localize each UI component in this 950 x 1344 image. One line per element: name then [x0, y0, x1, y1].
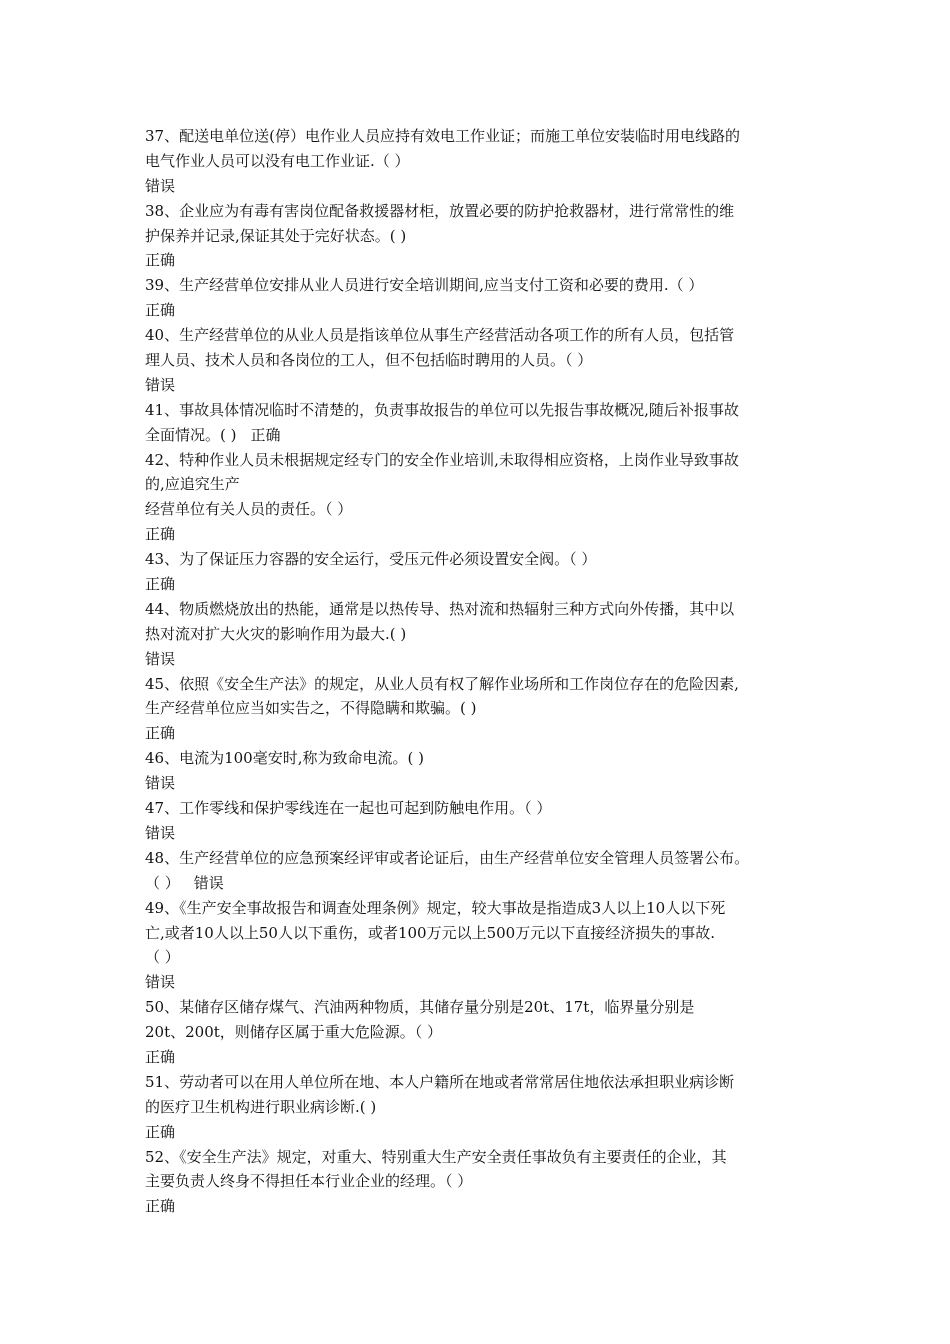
- question-text: 49、《生产安全事故报告和调查处理条例》规定，较大事故是指造成3人以上10人以下死: [145, 898, 726, 917]
- question-text: 热对流对扩大火灾的影响作用为最大.( ): [145, 624, 407, 643]
- answer-text: 错误: [145, 375, 176, 394]
- question-text: 38、企业应为有毒有害岗位配备救援器材柜，放置必要的防护抢救器材，进行常常性的维: [145, 201, 735, 220]
- question-item: [145, 597, 815, 672]
- answer-text: 正确: [145, 301, 176, 320]
- question-text: 20t、200t，则储存区属于重大危险源。（ ）: [145, 1023, 443, 1042]
- question-text: 经营单位有关人员的责任。（ ）: [145, 500, 353, 519]
- question-text: 44、物质燃烧放出的热能，通常是以热传导、热对流和热辐射三种方式向外传播，其中以: [145, 599, 735, 618]
- question-text-line: [145, 746, 815, 771]
- question-item: [145, 199, 815, 274]
- answer-text: 错误: [145, 973, 176, 992]
- question-text-line: [145, 945, 815, 970]
- question-text: 41、事故具体情况临时不清楚的，负责事故报告的单位可以先报告事故概况,随后补报事故: [145, 400, 739, 419]
- answer-text: 正确: [145, 1122, 176, 1141]
- question-text-line: [145, 1020, 815, 1045]
- question-item: [145, 995, 815, 1070]
- question-text: 52、《安全生产法》规定，对重大、特别重大生产安全责任事故负有主要责任的企业，其: [145, 1147, 727, 1166]
- question-text: 理人员、技术人员和各岗位的工人，但不包括临时聘用的人员。（ ）: [145, 351, 593, 370]
- answer-text: 正确: [145, 724, 176, 743]
- question-text-line: [145, 597, 815, 622]
- answer-text: 正确: [145, 1197, 176, 1216]
- question-item: [145, 1070, 815, 1145]
- question-text-line: [145, 1145, 815, 1170]
- question-text-line: [145, 622, 815, 647]
- question-text-line: [145, 1095, 815, 1120]
- question-text: 37、配送电单位送(停）电作业人员应持有效电工作业证；而施工单位安装临时用电线路的: [145, 127, 740, 145]
- question-text-line: [145, 224, 815, 249]
- question-text-line: [145, 448, 815, 473]
- question-text: 40、生产经营单位的从业人员是指该单位从事生产经营活动各项工作的所有人员，包括管: [145, 326, 735, 345]
- question-item: [145, 896, 815, 996]
- question-text-line: [145, 199, 815, 224]
- question-text-line: [145, 323, 815, 348]
- question-text: （ ）: [145, 948, 180, 967]
- question-text-line: [145, 696, 815, 721]
- answer-text: 错误: [193, 873, 224, 892]
- question-text: 电气作业人员可以没有电工作业证.（ ）: [145, 151, 410, 170]
- question-text-line: [145, 124, 815, 149]
- question-text: 的,应追究生产: [145, 475, 240, 494]
- question-item: [145, 846, 815, 896]
- question-item: [145, 124, 815, 199]
- question-item: [145, 448, 815, 548]
- answer-text: 错误: [145, 649, 176, 668]
- question-text: 护保养并记录,保证其处于完好状态。( ): [145, 226, 407, 245]
- question-item: [145, 323, 815, 398]
- question-text-line: [145, 796, 815, 821]
- question-item: [145, 746, 815, 796]
- question-text: 亡,或者10人以上50人以下重伤，或者100万元以上500万元以下直接经济损失的事故.: [145, 923, 715, 942]
- question-item: [145, 547, 815, 597]
- question-text: 46、电流为100毫安时,称为致命电流。( ): [145, 749, 424, 768]
- question-text-line: [145, 1169, 815, 1194]
- answer-text: 错误: [145, 774, 176, 793]
- question-text: 51、劳动者可以在用人单位所在地、本人户籍所在地或者常常居住地依法承担职业病诊断: [145, 1072, 735, 1091]
- question-text: 42、特种作业人员未根据规定经专门的安全作业培训,未取得相应资格，上岗作业导致事故: [145, 450, 739, 469]
- question-text: 主要负责人终身不得担任本行业企业的经理。（ ）: [145, 1172, 473, 1191]
- answer-text: 正确: [145, 1047, 176, 1066]
- question-text: （ ）: [145, 873, 180, 892]
- question-item: [145, 1145, 815, 1220]
- answer-text: 正确: [250, 425, 281, 444]
- answer-text: 正确: [145, 525, 176, 544]
- question-text-line: [145, 273, 815, 298]
- question-text-line: [145, 846, 815, 871]
- question-item: [145, 796, 815, 846]
- question-text-line: [145, 398, 815, 423]
- answer-text: 错误: [145, 823, 176, 842]
- question-text: 43、为了保证压力容器的安全运行，受压元件必须设置安全阀。（ ）: [145, 550, 597, 569]
- question-text-line: [145, 995, 815, 1020]
- question-item: [145, 273, 815, 323]
- question-text: 47、工作零线和保护零线连在一起也可起到防触电作用。（ ）: [145, 799, 552, 818]
- question-text-line: [145, 472, 815, 497]
- answer-text: 正确: [145, 575, 176, 594]
- answer-text: 正确: [145, 251, 176, 270]
- question-text-line: [145, 896, 815, 921]
- question-text: 39、生产经营单位安排从业人员进行安全培训期间,应当支付工资和必要的费用.（ ）: [145, 276, 704, 295]
- question-text: 全面情况。( ): [145, 425, 237, 444]
- question-text-line: [145, 1070, 815, 1095]
- question-text: 的医疗卫生机构进行职业病诊断.( ): [145, 1097, 377, 1116]
- question-text-line: [145, 497, 815, 522]
- question-text: 48、生产经营单位的应急预案经评审或者论证后，由生产经营单位安全管理人员签署公布。: [145, 848, 750, 867]
- question-text-line: [145, 672, 815, 697]
- question-text-line: [145, 921, 815, 946]
- question-text-line: [145, 871, 815, 896]
- question-text: 50、某储存区储存煤气、汽油两种物质，其储存量分别是20t、17t，临界量分别是: [145, 998, 695, 1017]
- question-list: [145, 124, 815, 1219]
- question-text-line: [145, 423, 815, 448]
- question-item: [145, 672, 815, 747]
- question-item: [145, 398, 815, 448]
- question-text-line: [145, 348, 815, 373]
- answer-text: 错误: [145, 176, 176, 195]
- question-text: 生产经营单位应当如实告之，不得隐瞒和欺骗。( ): [145, 699, 477, 718]
- question-text: 45、依照《安全生产法》的规定，从业人员有权了解作业场所和工作岗位存在的危险因素,: [145, 674, 739, 693]
- question-text-line: [145, 547, 815, 572]
- question-text-line: [145, 149, 815, 174]
